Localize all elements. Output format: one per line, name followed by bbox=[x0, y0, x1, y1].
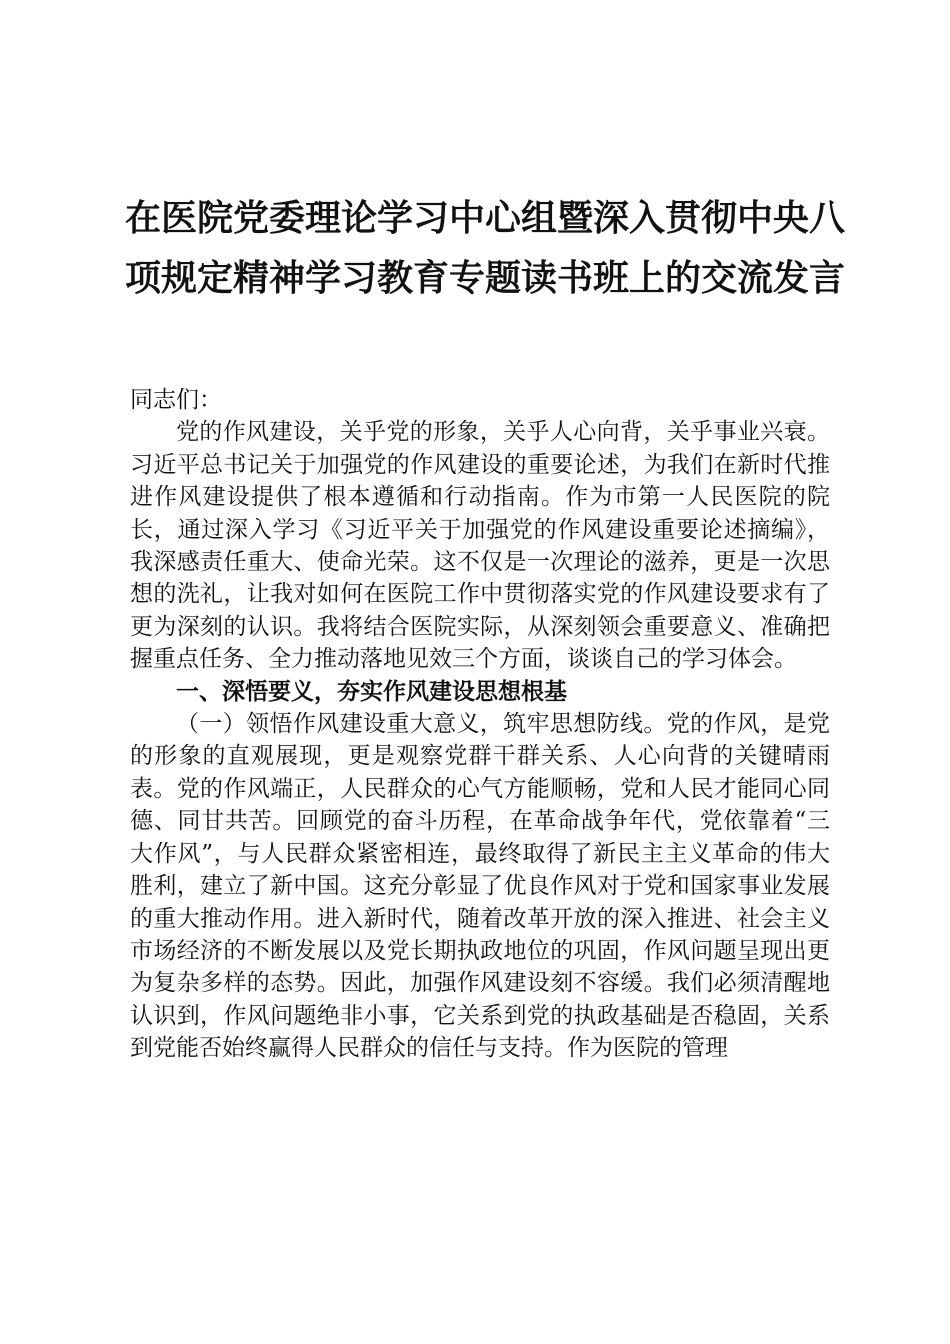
section-heading-1: 一、深悟要义，夯实作风建设思想根基 bbox=[176, 678, 567, 705]
salutation: 同志们： bbox=[130, 387, 222, 413]
document-body bbox=[130, 384, 830, 1065]
paragraph-intro: 党的作风建设，关乎党的形象，关乎人心向背，关乎事业兴衰。习近平总书记关于加强党的作风建设的重要论述，为我们在新时代推进作风建设提供了根本遵循和行动指南。作为市第一人民医院的院长，通过深入学习《习近平关于加强党的作风建设重要论述摘编》，我深感责任重大、使命光荣。这不仅是一次理论的滋养，更是一次思想的洗礼，让我对如何在医院工作中贯彻落实党的作风建设要求有了更为深刻的认识。我将结合医院实际，从深刻领会重要意义、准确把握重点任务、全力推动落地见效三个方面，谈谈自己的学习体会。 bbox=[130, 419, 830, 673]
document-title bbox=[125, 188, 846, 308]
title-line-1: 在医院党委理论学习中心组暨深入贯彻中央八 bbox=[125, 197, 846, 239]
paragraph-section-1-1: （一）领悟作风建设重大意义，筑牢思想防线。党的作风，是党的形象的直观展现，更是观察党群干群关系、人心向背的关键晴雨表。党的作风端正，人民群众的心气方能顺畅，党和人民才能同心同德、同甘共苦。回顾党的奋斗历程，在革命战争年代，党依靠着“三大作风”，与人民群众紧密相连，最终取得了新民主主义革命的伟大胜利，建立了新中国。这充分彰显了优良作风对于党和国家事业发展的重大推动作用。进入新时代，随着改革开放的深入推进、社会主义市场经济的不断发展以及党长期执政地位的巩固，作风问题呈现出更为复杂多样的态势。因此，加强作风建设刻不容缓。我们必须清醒地认识到，作风问题绝非小事，它关系到党的执政基础是否稳固，关系到党能否始终赢得人民群众的信任与支持。作为医院的管理 bbox=[130, 711, 830, 1062]
title-line-2: 项规定精神学习教育专题读书班上的交流发言 bbox=[125, 257, 846, 299]
